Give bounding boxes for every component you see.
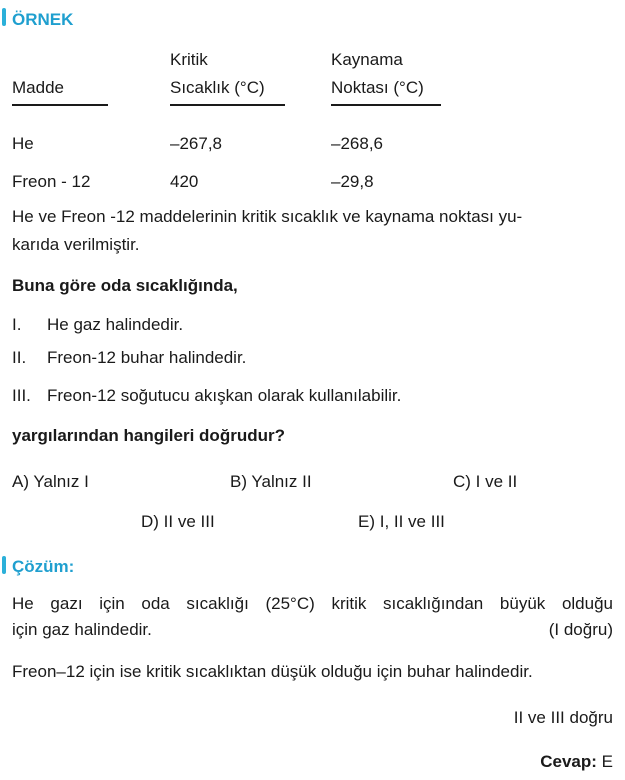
solution-text-line1	[12, 593, 613, 614]
question-lead: Buna göre oda sıcaklığında,	[12, 276, 238, 295]
option-b[interactable]: B) Yalnız II	[230, 472, 312, 491]
answer-label: Cevap:	[540, 752, 597, 771]
example-heading: ÖRNEK	[12, 10, 74, 29]
statement-number: I.	[12, 315, 22, 334]
option-a[interactable]: A) Yalnız I	[12, 472, 89, 491]
table-header-critical-line1: Kritik	[170, 50, 208, 69]
statement-item	[12, 314, 183, 335]
option-d[interactable]: D) II ve III	[141, 512, 215, 531]
solution-accent-bar	[2, 556, 6, 574]
table-header-critical-line2: Sıcaklık (°C)	[170, 78, 265, 97]
solution-note-1: (I doğru)	[548, 620, 613, 639]
statement-number: II.	[12, 348, 27, 367]
question-end: yargılarından hangileri doğrudur?	[12, 426, 285, 445]
option-c[interactable]: C) I ve II	[453, 472, 518, 491]
intro-text-line2: karıda verilmiştir.	[12, 235, 140, 254]
header-rule-boiling	[331, 104, 441, 106]
table-cell-substance: He	[12, 134, 34, 153]
answer-line	[540, 751, 613, 772]
answer-value: E	[601, 752, 613, 771]
intro-text-line1: He ve Freon -12 maddelerinin kritik sıcaklık ve kaynama noktası yu-	[12, 207, 523, 226]
solution-text-line2: için gaz halindedir.	[12, 620, 152, 639]
table-header-substance: Madde	[12, 78, 64, 97]
header-rule-substance	[12, 104, 108, 106]
header-rule-critical	[170, 104, 285, 106]
table-cell-boiling-point: –29,8	[331, 172, 374, 191]
statement-text: Freon-12 buhar halindedir.	[47, 348, 247, 367]
statement-text: He gaz halindedir.	[47, 315, 184, 334]
table-cell-critical-temp: 420	[170, 172, 199, 191]
table-cell-boiling-point: –268,6	[331, 134, 383, 153]
statement-number: III.	[12, 386, 31, 405]
table-cell-critical-temp: –267,8	[170, 134, 222, 153]
solution-text-para2: Freon–12 için ise kritik sıcaklıktan düşük olduğu için buhar halindedir.	[12, 662, 533, 681]
statement-item	[12, 347, 246, 368]
option-e[interactable]: E) I, II ve III	[358, 512, 445, 531]
solution-note-2: II ve III doğru	[513, 708, 613, 727]
statement-item	[12, 385, 401, 406]
example-accent-bar	[2, 8, 6, 26]
table-header-boiling-line1: Kaynama	[331, 50, 403, 69]
solution-text-line1-content: He gazı için oda sıcaklığı (25°C) kritik sıcaklığından büyük olduğu	[12, 594, 613, 613]
table-header-boiling-line2: Noktası (°C)	[331, 78, 424, 97]
statement-text: Freon-12 soğutucu akışkan olarak kullanılabilir.	[47, 386, 402, 405]
solution-heading: Çözüm:	[12, 557, 75, 576]
table-cell-substance: Freon - 12	[12, 172, 91, 191]
